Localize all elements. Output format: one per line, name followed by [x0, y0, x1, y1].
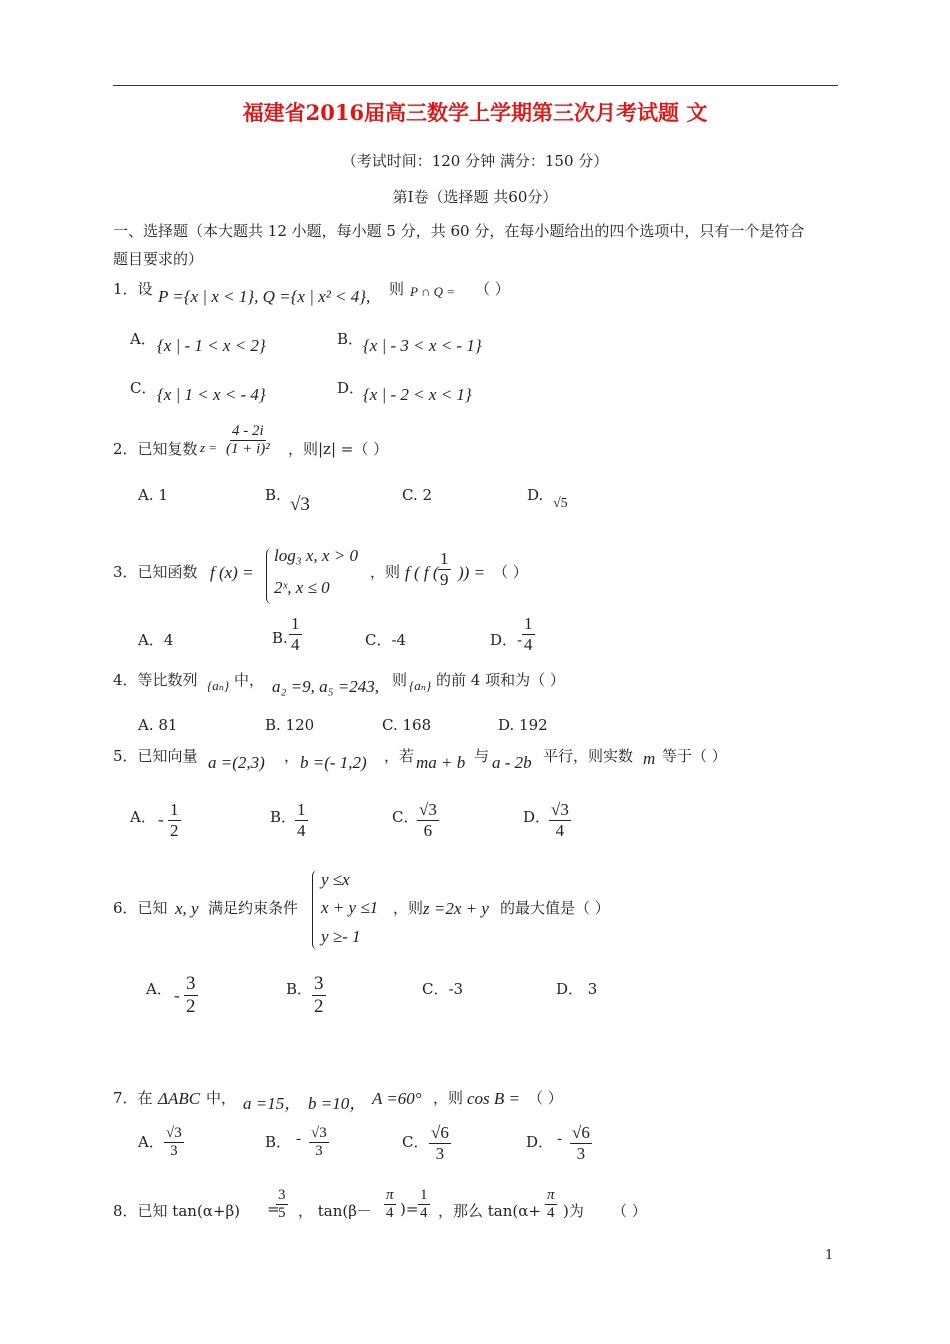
q5-expr-2: a - 2b: [492, 753, 532, 772]
q7-option-d-sign: -: [557, 1131, 562, 1147]
q7-side-b: b =10，: [308, 1094, 367, 1113]
q4-option-b: B. 120: [265, 716, 315, 734]
q8-fraction-4-numerator: π: [545, 1187, 557, 1205]
q5-option-b-numerator: 1: [297, 800, 306, 819]
q7-option-a-label: A．: [138, 1133, 164, 1151]
q1-option-d: {x | - 2 < x < 1}: [363, 385, 472, 404]
q1-option-b-label: B．: [337, 330, 364, 348]
q8-ask: ，那么 tan(α+: [438, 1202, 541, 1220]
q8-fraction-4-denominator: 4: [547, 1205, 555, 1222]
q6-then: ，则: [393, 899, 424, 917]
q2-option-a: A. 1: [138, 486, 168, 504]
q8-fraction-1: [276, 1187, 288, 1223]
q6-brace: [312, 870, 319, 950]
q5-option-c-label: C．: [392, 808, 419, 826]
q6-option-a-numerator: 3: [186, 973, 196, 994]
q1-option-c-label: C．: [130, 379, 157, 397]
q5-end: 等于（ ）: [662, 747, 727, 765]
q6-option-b-denominator: 2: [314, 995, 324, 1017]
q3-case-1: log₃ x, x > 0: [274, 546, 358, 565]
q2-option-c: C. 2: [402, 486, 433, 504]
q4-sequence: {aₙ}: [207, 678, 230, 693]
q7-option-d-denominator: 3: [576, 1143, 586, 1163]
q3-number: 3．已知函数: [113, 563, 198, 581]
q1-option-c: {x | 1 < x < - 4}: [157, 385, 266, 404]
q7-option-d-label: D．: [526, 1133, 554, 1151]
q8-number: 8．已知 tan(α+β): [113, 1202, 241, 1220]
q7-option-d-numerator: √6: [572, 1123, 590, 1142]
q8-fraction-1-denominator: 5: [278, 1205, 286, 1222]
q2-option-d-label: D.: [527, 486, 544, 504]
q5-option-b-denominator: 4: [297, 820, 306, 840]
q8-fraction-2-numerator: π: [384, 1187, 396, 1205]
q8-mid-2: )=: [400, 1200, 419, 1218]
q8-fraction-3: [418, 1187, 430, 1223]
q6-option-b-label: B．: [286, 980, 313, 998]
q5-option-a-numerator: 1: [170, 800, 179, 819]
q5-vector-a: a =(2,3): [208, 753, 265, 772]
q7-cos: cos B =: [467, 1089, 521, 1108]
instructions-line-1: 一、选择题（本大题共 12 小题，每小题 5 分，共 60 分，在每小题给出的四个选项中，只有一个是符合: [113, 222, 805, 240]
q7-option-d: [570, 1123, 592, 1163]
q3-case-2: 2ˣ, x ≤ 0: [274, 578, 330, 597]
q5-option-c-denominator: 6: [423, 820, 433, 840]
header-rule: [113, 85, 838, 86]
q3-option-a: A．4: [138, 631, 174, 649]
q6-constraint-1: y ≤x: [321, 870, 350, 889]
q5-option-a-label: A．: [130, 808, 156, 826]
q7-option-c-numerator: √6: [431, 1123, 449, 1142]
page-number: 1: [825, 1248, 834, 1263]
q3-brace: [266, 548, 273, 604]
page-title: 福建省2016届高三数学上学期第三次月考试题 文: [242, 100, 708, 125]
q1-option-a-label: A．: [130, 330, 156, 348]
q3-option-d-denominator: 4: [524, 634, 533, 654]
q4-condition: a₂ =9, a₅ =243,: [272, 677, 380, 696]
q2-numerator: 4 - 2i: [230, 423, 266, 441]
q8-fraction-2: [384, 1187, 396, 1223]
q1-number: 1．设: [113, 280, 153, 298]
q5-option-d-numerator: √3: [551, 800, 569, 819]
q5-option-d-denominator: 4: [555, 820, 565, 840]
q3-option-b-denominator: 4: [291, 634, 300, 654]
q6-number: 6．已知: [113, 899, 168, 917]
q3-ff: f ( f (: [405, 563, 439, 582]
q3-option-d: [522, 614, 535, 654]
q6-option-c: C．-3: [422, 980, 464, 998]
q7-option-b-sign: -: [296, 1131, 301, 1147]
q3-paren: （ ）: [493, 563, 528, 581]
q6-objective: z =2x + y: [423, 899, 489, 918]
q2-number: 2．已知复数: [113, 440, 198, 458]
q5-if: ，若: [384, 747, 415, 765]
q3-ask: ，则: [370, 563, 401, 581]
q7-triangle: ΔABC: [158, 1089, 201, 1108]
q7-mid: 中，: [206, 1089, 237, 1107]
exam-info: （考试时间：120 分钟 满分：150 分）: [341, 152, 609, 170]
q7-option-b: [309, 1125, 329, 1161]
q7-option-a: [164, 1125, 184, 1161]
q6-option-b-numerator: 3: [314, 973, 324, 994]
q4-then: 则: [392, 671, 408, 689]
q3-option-b-label: B.: [272, 629, 288, 647]
q6-option-a: [184, 973, 198, 1018]
q7-option-c: [429, 1123, 451, 1163]
q3-option-b-numerator: 1: [291, 614, 300, 633]
q5-option-a: [168, 800, 181, 840]
section-heading: 第Ⅰ卷（选择题 共60分）: [392, 188, 558, 206]
q6-option-d: D． 3: [556, 980, 598, 998]
q7-angle-a: A =60°: [372, 1089, 422, 1108]
q5-expr-1: ma + b: [416, 753, 466, 772]
q3-option-d-numerator: 1: [524, 614, 533, 633]
q7-option-c-denominator: 3: [435, 1143, 445, 1163]
q8-fraction-2-denominator: 4: [386, 1205, 394, 1222]
q5-ask: 平行，则实数: [543, 747, 634, 765]
q2-option-b: √3: [290, 494, 310, 515]
q8-mid: ， tan(β－: [298, 1202, 372, 1220]
q6-constraint-3: y ≥- 1: [321, 927, 361, 946]
q7-option-b-label: B．: [265, 1133, 292, 1151]
q3-option-d-label: D．-: [490, 631, 523, 649]
q8-fraction-4: [545, 1187, 557, 1223]
q1-set-definition: P ={x | x < 1}, Q ={x | x² < 4},: [158, 287, 371, 306]
q4-mid: 中，: [234, 671, 265, 689]
q8-paren: （ ）: [612, 1202, 647, 1220]
q1-paren: （ ）: [475, 280, 510, 298]
q6-option-a-denominator: 2: [186, 995, 196, 1017]
q6-condition-text: 满足约束条件: [208, 899, 299, 917]
q8-fraction-1-numerator: 3: [276, 1187, 288, 1205]
q6-ask: 的最大值是（ ）: [500, 899, 610, 917]
q2-option-d: √5: [553, 496, 568, 511]
q4-option-d: D. 192: [498, 716, 548, 734]
q3-ff-numerator: 1: [440, 549, 449, 568]
q2-fraction: [224, 423, 272, 459]
q5-number: 5．已知向量: [113, 747, 198, 765]
q1-option-a: {x | - 1 < x < 2}: [157, 336, 266, 355]
q2-option-b-label: B.: [265, 486, 281, 504]
q5-option-d-label: D．: [523, 808, 551, 826]
q5-option-b-label: B．: [270, 808, 297, 826]
instructions-line-2: 题目要求的）: [113, 250, 204, 268]
q5-option-a-sign: -: [158, 810, 164, 829]
q5-with: 与: [474, 747, 490, 765]
q3-option-c: C．-4: [365, 631, 407, 649]
q6-option-a-sign: -: [174, 986, 180, 1005]
q1-expression: P ∩ Q =: [410, 284, 456, 299]
q2-ask: ，则|z| =（ ）: [288, 440, 389, 458]
q4-option-a: A. 81: [138, 716, 178, 734]
q7-then: ，则: [433, 1089, 464, 1107]
q3-ff-fraction: [438, 549, 451, 589]
q6-vars: x, y: [175, 899, 199, 918]
q4-number: 4．等比数列: [113, 671, 198, 689]
q7-side-a: a =15，: [243, 1094, 302, 1113]
q1-option-b: {x | - 3 < x < - 1}: [363, 336, 482, 355]
q5-option-b: [295, 800, 308, 840]
q5-option-d: [549, 800, 571, 840]
q3-ff-denominator: 9: [440, 569, 449, 589]
q1-option-d-label: D．: [337, 379, 365, 397]
q8-end: )为: [563, 1202, 584, 1220]
q2-denominator: (1 + i)²: [226, 441, 270, 458]
q3-ff-end: )) =: [458, 563, 486, 582]
q7-option-a-denominator: 3: [170, 1143, 178, 1160]
q7-number: 7．在: [113, 1089, 153, 1107]
q8-equals: =: [267, 1200, 280, 1218]
q6-option-a-label: A．: [146, 980, 172, 998]
q3-option-b: [289, 614, 302, 654]
q5-option-c: [417, 800, 439, 840]
q4-option-c: C. 168: [382, 716, 432, 734]
q8-fraction-3-denominator: 4: [420, 1205, 428, 1222]
q7-option-b-denominator: 3: [315, 1143, 323, 1160]
q2-z: z =: [200, 440, 218, 455]
q6-constraint-2: x + y ≤1: [321, 898, 379, 917]
q4-sequence-2: {aₙ}: [409, 678, 432, 693]
q7-option-b-numerator: √3: [309, 1125, 329, 1143]
q3-function: f (x) =: [210, 563, 254, 582]
q4-ask: 的前 4 项和为（ ）: [436, 671, 565, 689]
q5-m: m: [643, 749, 656, 768]
q5-option-a-denominator: 2: [170, 820, 179, 840]
q1-ask: 则: [389, 280, 405, 298]
q8-fraction-3-numerator: 1: [418, 1187, 430, 1205]
q7-option-c-label: C．: [402, 1133, 429, 1151]
q7-option-a-numerator: √3: [164, 1125, 184, 1143]
q5-comma: ，: [284, 747, 300, 765]
q5-option-c-numerator: √3: [419, 800, 437, 819]
q5-vector-b: b =(- 1,2): [300, 753, 367, 772]
q6-option-b: [312, 973, 326, 1018]
q7-paren: （ ）: [528, 1089, 563, 1107]
